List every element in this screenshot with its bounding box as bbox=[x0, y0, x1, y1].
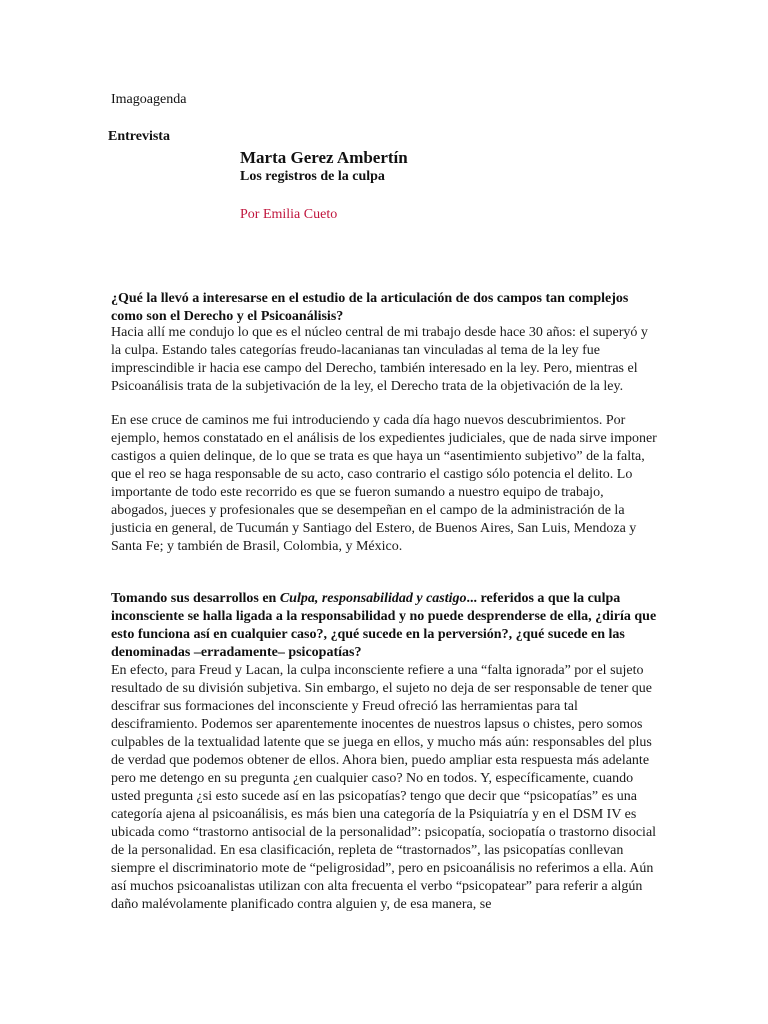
article-subtitle: Los registros de la culpa bbox=[240, 169, 385, 184]
site-name: Imagoagenda bbox=[111, 92, 187, 107]
interview-answer: En efecto, para Freud y Lacan, la culpa inconsciente refiere a una “falta ignorada” por el sujeto resultado de su división subjetiva. Sin embargo, el sujeto no deja de ser responsable de tener que descifrar sus formaciones del inconsciente y Freud ofreció las herramientas para tal desciframiento. Podemos ser aparentemente inocentes de nuestros lapsus o chistes, pero somos culpables de la textualidad latente que se juega en ellos, y mucho más aún: responsables del plus de verdad que podemos obtener de ellos. Ahora bien, puedo ampliar esta respuesta más adelante pero me detengo en su pregunta ¿en cualquier caso? No en todos. Y, específicamente, cuando usted pregunta ¿si esto sucede así en las psicopatías? tengo que decir que “psicopatías” es una categoría ajena al psicoanálisis, es más bien una categoría de la Psiquiatría y en el DSM IV es ubicada como “trastorno antisocial de la personalidad”: psicopatía, sociopatía o trastorno disocial de la personalidad. En esa clasificación, repleta de “trastornados”, las psicopatías conllevan siempre el discriminatorio mote de “peligrosidad”, pero en psicoanálisis no referimos a ella. Aún así muchos psicoanalistas utilizan con alta frecuenta el verbo “psicopatear” para referir a algún daño malévolamente planificado contra alguien y, de esa manera, se bbox=[111, 663, 657, 912]
book-title: Culpa, responsabilidad y castigo bbox=[279, 591, 467, 606]
question-text-prefix: Tomando sus desarrollos en bbox=[111, 591, 280, 606]
question-text-suffix: ... referidos a que la culpa inconsciente se halla ligada a la responsabilidad y no puede desprenderse de ella, ¿diría que esto funciona así en cualquier caso?, ¿qué sucede en la perversión?, ¿qué sucede en las denominadas –erradamente– psicopatías? bbox=[111, 591, 657, 660]
interview-answer: En ese cruce de caminos me fui introduciendo y cada día hago nuevos descubrimientos. Por ejemplo, hemos constatado en el análisis de los expedientes judiciales, que de nada sirve imponer castigos a quien delinque, de lo que se trata es que haya un “asentimiento subjetivo” de la falta, que el reo se haga responsable de su acto, caso contrario el castigo sólo potencia el delito. Lo importante de todo este recorrido es que se fueron sumando a nuestro equipo de trabajo, abogados, jueces y profesionales que se desempeñan en el campo de la administración de la justicia en general, de Tucumán y Santiago del Estero, de Buenos Aires, San Luis, Mendoza y Santa Fe; y también de Brasil, Colombia, y México. bbox=[111, 413, 657, 554]
article-author: Marta Gerez Ambertín bbox=[240, 148, 408, 167]
article-byline: Por Emilia Cueto bbox=[240, 207, 338, 222]
interview-answer: Hacia allí me condujo lo que es el núcleo central de mi trabajo desde hace 30 años: el superyó y la culpa. Estando tales categorías freudo-lacanianas tan vinculadas al tema de la ley fue imprescindible ir hacia ese campo del Derecho, también interesado en la ley. Pero, mientras el Psicoanálisis trata de la subjetivación de la ley, el Derecho trata de la objetivación de la ley. bbox=[111, 325, 648, 394]
interview-question: ¿Qué la llevó a interesarse en el estudio de la articulación de dos campos tan complejos como son el Derecho y el Psicoanálisis? bbox=[111, 291, 629, 324]
section-label: Entrevista bbox=[108, 129, 170, 144]
interview-question bbox=[111, 590, 657, 662]
